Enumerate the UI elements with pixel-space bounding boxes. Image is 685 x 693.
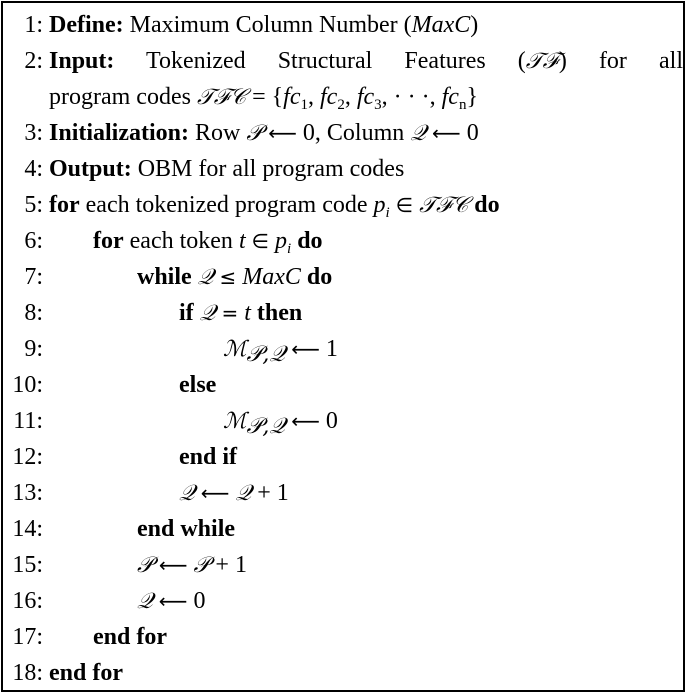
- algorithm-line-8: 8: if 𝒬 = t then: [3, 295, 683, 331]
- algorithm-line-16: 16: 𝒬 ⟵ 0: [3, 583, 683, 619]
- line-number: 2:: [24, 48, 43, 74]
- algorithm-line-7: 7: while 𝒬 ≤ MaxC do: [3, 259, 683, 295]
- keyword: end for: [49, 660, 123, 686]
- algorithm-line-14: [3, 511, 683, 547]
- algorithm-line-15: 15: 𝒫 ⟵ 𝒫 + 1: [3, 547, 683, 583]
- line-number: 7:: [24, 264, 43, 290]
- algorithm-line-1: 1: Define: Maximum Column Number (MaxC): [3, 7, 683, 43]
- line-number: 1:: [24, 12, 43, 38]
- keyword: else: [179, 372, 217, 398]
- line-number: 16:: [12, 588, 43, 614]
- line-number: 8:: [24, 300, 43, 326]
- line-number: 13:: [12, 480, 43, 506]
- line-number: 18:: [12, 660, 43, 686]
- algorithm-line-10: [3, 367, 683, 403]
- line-number: 3:: [24, 120, 43, 146]
- algorithm-line-2-continued: program codes 𝒯ℱ𝒞 = {$fc_1$, $fc_2$, $fc_3$, · · ·, $fc_n$}: [49, 84, 478, 113]
- keyword: Input:: [49, 48, 115, 74]
- algorithm-line-11: 11: ℳ$_{𝒫,𝒬}$ ⟵ 0: [3, 403, 683, 439]
- keyword: do: [297, 228, 323, 254]
- keyword: for: [49, 192, 80, 218]
- keyword: end while: [137, 516, 236, 542]
- keyword: end if: [179, 444, 238, 470]
- algorithm-line-5: 5: for each tokenized program code $p_i$ ∈ 𝒯ℱ𝒞 do: [3, 187, 683, 223]
- keyword: then: [256, 300, 303, 326]
- algorithm-line-12: [3, 439, 683, 475]
- keyword: do: [474, 192, 500, 218]
- keyword: for: [93, 228, 124, 254]
- algorithm-box: [1, 1, 685, 692]
- keyword: while: [137, 264, 192, 290]
- algorithm-line-17: [3, 619, 683, 655]
- algorithm-line-3: 3: Initialization: Row 𝒫 ⟵ 0, Column 𝒬 ⟵ 0: [3, 115, 683, 151]
- keyword: end for: [93, 624, 167, 650]
- keyword: if: [179, 300, 194, 326]
- line-number: 11:: [13, 408, 43, 434]
- algorithm-line-13: 13: 𝒬 ⟵ 𝒬 + 1: [3, 475, 683, 511]
- keyword: Define:: [49, 12, 124, 38]
- line-number: 9:: [24, 336, 43, 362]
- line-number: 12:: [12, 444, 43, 470]
- line-number: 15:: [12, 552, 43, 578]
- algorithm-line-9: 9: ℳ$_{𝒫,𝒬}$ ⟵ 1: [3, 331, 683, 367]
- algorithm-line-6: 6: for each token t ∈ $p_i$ do: [3, 223, 683, 259]
- line-number: 14:: [12, 516, 43, 542]
- line-number: 5:: [24, 192, 43, 218]
- keyword: Output:: [49, 156, 132, 182]
- algorithm-line-18: [3, 655, 683, 691]
- algorithm-line-2: 2: Input: Tokenized Structural Features (𝒯ℱ) for all: [3, 43, 683, 79]
- algorithm-line-4: 4: Output: OBM for all program codes: [3, 151, 683, 187]
- line-number: 4:: [24, 156, 43, 182]
- line-number: 6:: [24, 228, 43, 254]
- keyword: Initialization:: [49, 120, 190, 146]
- keyword: do: [306, 264, 333, 290]
- line-number: 10:: [12, 372, 43, 398]
- line-number: 17:: [12, 624, 43, 650]
